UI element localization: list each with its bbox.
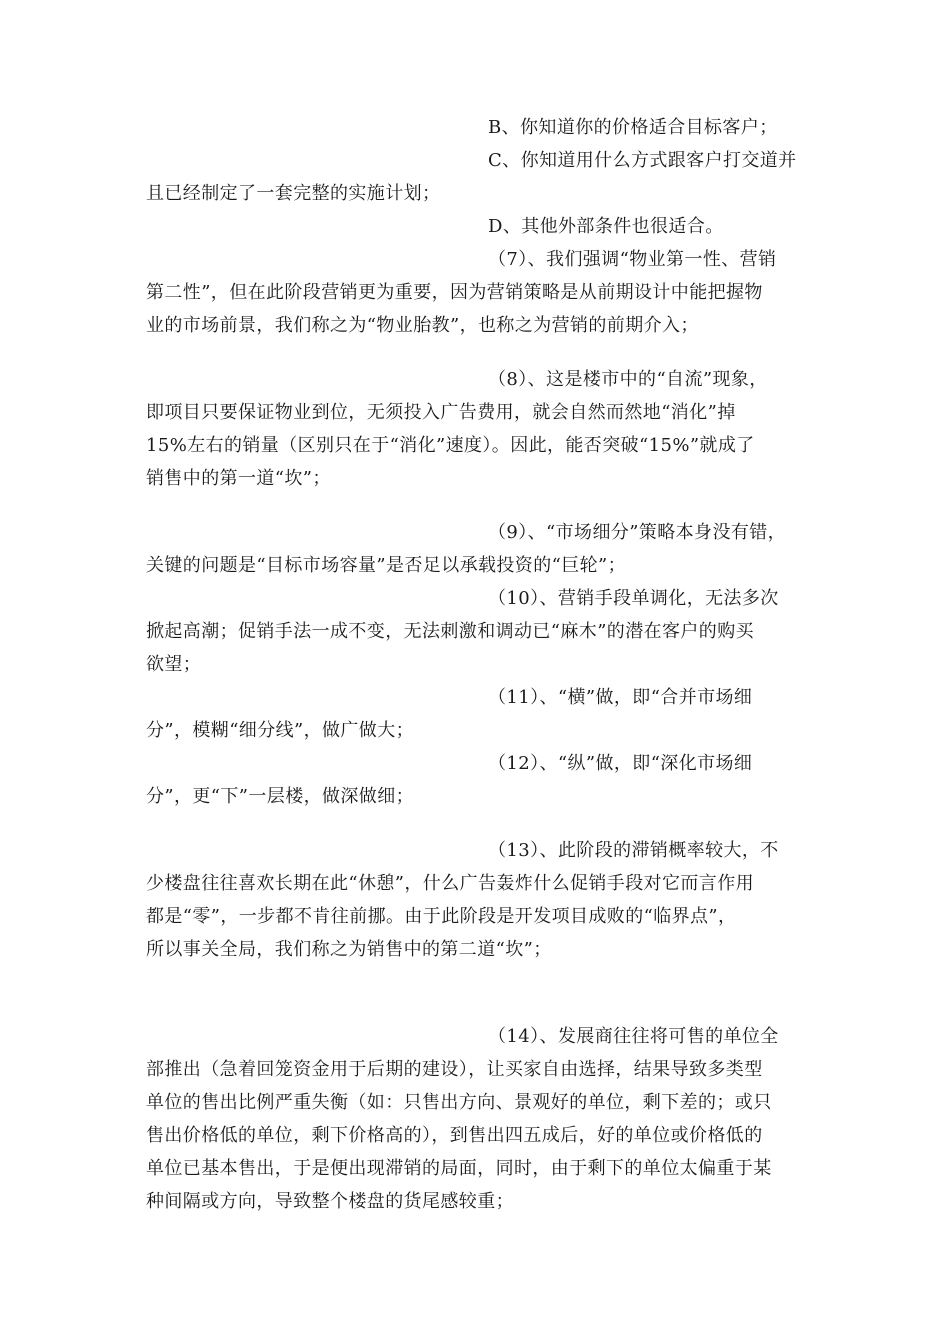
text-line: 单位已基本售出，于是便出现滞销的局面，同时，由于剩下的单位太偏重于某 bbox=[146, 1158, 772, 1179]
text-line: 销售中的第一道“坎”； bbox=[146, 468, 331, 489]
text-line: 售出价格低的单位，剩下价格高的），到售出四五成后，好的单位或价格低的 bbox=[146, 1125, 763, 1146]
text-line: 所以事关全局，我们称之为销售中的第二道“坎”； bbox=[146, 939, 552, 960]
text-line: （13）、此阶段的滞销概率较大，不 bbox=[488, 840, 779, 861]
text-line: C、你知道用什么方式跟客户打交道并 bbox=[488, 150, 797, 171]
text-line: 种间隔或方向，导致整个楼盘的货尾感较重； bbox=[146, 1191, 514, 1212]
text-line: 15%左右的销量（区别只在于“消化”速度）。因此，能否突破“15%”就成了 bbox=[146, 435, 755, 456]
text-line: （14）、发展商往往将可售的单位全 bbox=[488, 1026, 779, 1047]
text-line: 第二性”，但在此阶段营销更为重要，因为营销策略是从前期设计中能把握物 bbox=[146, 282, 763, 303]
text-line: 关键的问题是“目标市场容量”是否足以承载投资的“巨轮”； bbox=[146, 555, 627, 576]
text-line: 部推出（急着回笼资金用于后期的建设），让买家自由选择，结果导致多类型 bbox=[146, 1059, 763, 1080]
text-line: 都是“零”，一步都不肯往前挪。由于此阶段是开发项目成败的“临界点”， bbox=[146, 906, 737, 927]
text-line: （11）、“横”做，即“合并市场细 bbox=[488, 687, 753, 708]
text-line: 欲望； bbox=[146, 654, 202, 675]
text-line: 分”，模糊“细分线”，做广做大； bbox=[146, 720, 415, 741]
text-line: 且已经制定了一套完整的实施计划； bbox=[146, 183, 441, 204]
text-line: 单位的售出比例严重失衡（如：只售出方向、景观好的单位，剩下差的；或只 bbox=[146, 1092, 772, 1113]
text-line: 少楼盘往往喜欢长期在此“休憩”，什么广告轰炸什么促销手段对它而言作用 bbox=[146, 873, 755, 894]
text-line: D、其他外部条件也很适合。 bbox=[488, 216, 724, 237]
text-line: （12）、“纵”做，即“深化市场细 bbox=[488, 753, 753, 774]
text-line: （9）、“市场细分”策略本身没有错， bbox=[488, 522, 787, 543]
text-line: B、你知道你的价格适合目标客户； bbox=[488, 117, 778, 138]
text-line: （8）、这是楼市中的“自流”现象， bbox=[488, 369, 768, 390]
text-line: 即项目只要保证物业到位，无须投入广告费用，就会自然而然地“消化”掉 bbox=[146, 402, 736, 423]
text-line: （7）、我们强调“物业第一性、营销 bbox=[488, 249, 777, 270]
text-line: 业的市场前景，我们称之为“物业胎教”，也称之为营销的前期介入； bbox=[146, 315, 699, 336]
text-line: 分”，更“下”一层楼，做深做细； bbox=[146, 786, 415, 807]
text-line: 掀起高潮；促销手法一成不变，无法刺激和调动已“麻木”的潜在客户的购买 bbox=[146, 621, 755, 642]
text-line: （10）、营销手段单调化，无法多次 bbox=[488, 588, 779, 609]
